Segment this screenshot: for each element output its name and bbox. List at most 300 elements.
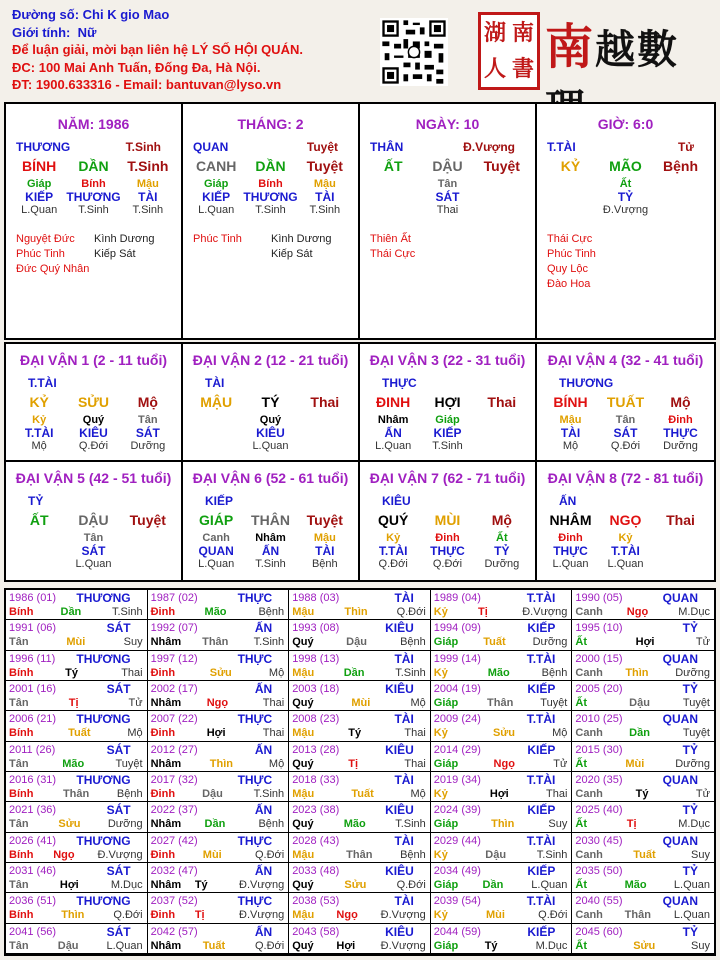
pillar-hidden-god xyxy=(6,190,181,204)
pillar-hidden-stem-cell: Tân xyxy=(437,178,458,190)
year-label: 1988 (03) xyxy=(292,592,340,604)
year-stem: Bính xyxy=(9,788,34,800)
year-label: 1995 (10) xyxy=(575,622,623,635)
year-branch: Tý xyxy=(484,939,498,952)
year-top-line xyxy=(434,591,568,605)
year-cell xyxy=(289,590,431,620)
year-god: KIÊU xyxy=(385,742,414,757)
pillar-stage-cell xyxy=(543,204,598,216)
year-stage: Thai xyxy=(262,697,285,709)
luck-cycle xyxy=(537,344,714,462)
year-stage: Đ.Vượng xyxy=(380,909,426,922)
year-cell xyxy=(6,833,148,863)
year-branch: Tị xyxy=(348,757,359,770)
year-stem: Giáp xyxy=(433,697,459,709)
year-bottom-line xyxy=(9,635,143,649)
year-branch: Tuất xyxy=(633,848,656,861)
seal-char: 人 xyxy=(483,56,506,82)
cycle-hidden-god-cell xyxy=(298,426,352,440)
year-top-line xyxy=(434,834,568,848)
pillar-stem-branch-cell: T.Sinh xyxy=(127,158,169,174)
year-stage: Mộ xyxy=(268,666,285,679)
cycle-hidden-stem-cell: Ất xyxy=(496,532,508,544)
cycle-stage xyxy=(6,558,181,570)
year-god: QUAN xyxy=(662,833,698,848)
year-god: KIÊU xyxy=(385,803,414,818)
year-cell xyxy=(431,833,573,863)
cycle-stem-branch-cell: Tuyệt xyxy=(129,512,166,528)
year-label: 1994 (09) xyxy=(433,622,481,635)
year-top-line xyxy=(9,834,143,848)
year-branch: Tuất xyxy=(483,636,506,649)
year-stem: Kỷ xyxy=(433,788,448,800)
year-stage: Q.Đới xyxy=(538,909,568,922)
pillar-stars xyxy=(360,232,535,262)
year-stem: Đinh xyxy=(150,848,176,861)
pillar-stem-branch-cell: KỶ xyxy=(560,158,581,174)
seal-char: 湖 xyxy=(483,20,506,46)
pillar-stage-cell: T.Sinh xyxy=(255,204,286,216)
year-bottom-line xyxy=(292,878,426,892)
cycle-god: KIẾP xyxy=(205,494,234,508)
year-top-line xyxy=(434,803,568,817)
cycle-stage-cell: Mộ xyxy=(562,440,579,452)
year-branch: Hợi xyxy=(489,788,509,800)
year-god: T.TÀI xyxy=(526,591,556,605)
year-cell xyxy=(572,651,714,681)
star-name: Đào Hoa xyxy=(547,278,591,290)
year-god: THỰC xyxy=(237,833,273,848)
year-branch: Dậu xyxy=(346,636,367,649)
cycle-stem-branch xyxy=(6,512,181,528)
year-bottom-line xyxy=(575,848,710,862)
pillar-hidden-god-cell xyxy=(366,190,420,204)
pillar-title: THÁNG: 2 xyxy=(237,116,304,132)
year-stage: Q.Đới xyxy=(396,879,426,891)
year-bottom-line xyxy=(9,878,143,892)
year-cell xyxy=(289,651,431,681)
year-bottom-line xyxy=(151,939,285,953)
year-god: TÀI xyxy=(394,651,414,666)
cycle-hidden-stem-cell: Tân xyxy=(138,414,158,426)
year-cell xyxy=(431,711,573,741)
year-branch: Tị xyxy=(478,606,488,618)
cycle-stem-branch-cell: MÙI xyxy=(434,512,461,528)
year-stage: L.Quan xyxy=(531,879,568,891)
pillar-hidden-god-cell xyxy=(653,190,708,204)
pillar-column xyxy=(183,104,360,338)
year-stem: Mậu xyxy=(292,909,315,922)
pillar-stage xyxy=(6,204,181,216)
cycle-stem-branch-cell: THÂN xyxy=(251,512,290,528)
year-cell xyxy=(6,651,148,681)
four-pillars-grid xyxy=(4,102,716,340)
year-cell xyxy=(572,924,714,954)
cycle-stage xyxy=(537,440,714,452)
year-cell xyxy=(289,924,431,954)
year-bottom-line xyxy=(292,908,426,922)
year-god: QUAN xyxy=(662,651,698,666)
cycle-stem-branch-cell: TÝ xyxy=(261,394,280,410)
year-branch: Mão xyxy=(62,757,85,770)
year-cell xyxy=(572,863,714,893)
year-cell xyxy=(572,893,714,923)
year-label: 2017 (32) xyxy=(150,774,198,786)
year-label: 2029 (44) xyxy=(433,834,481,847)
year-stage: Thai xyxy=(121,666,143,679)
pillar-hidden-stem-cell: Bính xyxy=(258,178,283,190)
year-top-line xyxy=(575,803,710,817)
pillar-column xyxy=(537,104,714,338)
year-top-line xyxy=(151,652,285,666)
cycle-stage-cell: Mộ xyxy=(31,440,47,452)
year-god: QUAN xyxy=(662,773,698,787)
luck-cycle xyxy=(6,344,183,462)
year-cell xyxy=(431,742,573,772)
pillar-hidden-stem xyxy=(183,178,358,190)
year-bottom-line xyxy=(9,817,143,831)
cycle-stage xyxy=(537,558,714,570)
year-branch: Mão xyxy=(343,818,366,831)
pillar-stem-branch-cell: ẤT xyxy=(383,158,403,174)
year-top-line xyxy=(9,894,143,908)
year-stem: Mậu xyxy=(292,848,315,861)
year-stem: Canh xyxy=(575,606,603,618)
year-bottom-line xyxy=(151,696,285,710)
year-bottom-line xyxy=(292,787,426,801)
cycle-hidden-stem-cell: Kỷ xyxy=(386,532,401,544)
cycle-hidden-stem xyxy=(183,414,358,426)
year-branch: Tị xyxy=(626,818,637,831)
year-label: 1997 (12) xyxy=(150,652,198,665)
year-branch: Tuất xyxy=(202,939,226,952)
year-stem: Đinh xyxy=(150,727,176,740)
pillar-stars xyxy=(537,232,714,292)
year-stem: Nhâm xyxy=(150,879,182,891)
pillar-title: GIỜ: 6:0 xyxy=(597,116,654,132)
cycle-god: TÀI xyxy=(205,376,225,390)
cycle-stage xyxy=(6,440,181,452)
year-stem: Kỷ xyxy=(433,909,448,922)
year-label: 2018 (33) xyxy=(292,774,340,786)
year-branch: Sửu xyxy=(492,727,515,740)
year-top-line xyxy=(9,652,143,666)
cycle-god-row xyxy=(537,376,714,390)
year-god: KIẾP xyxy=(527,924,556,939)
year-cell xyxy=(572,772,714,802)
cycle-hidden-stem-cell xyxy=(12,532,66,544)
seal-stamp-icon xyxy=(478,12,540,90)
pillar-hidden-stem xyxy=(537,178,714,190)
star-name: Quy Lộc xyxy=(547,263,588,275)
year-branch: Dậu xyxy=(57,939,79,952)
pillar-god: THÂN xyxy=(370,140,404,154)
cycle-stem-branch xyxy=(360,512,535,528)
year-label: 2010 (25) xyxy=(575,713,623,726)
year-label: 2024 (39) xyxy=(433,804,481,817)
year-label: 2030 (45) xyxy=(575,834,623,847)
cycle-stem-branch-cell: TUẤT xyxy=(606,394,645,410)
year-top-line xyxy=(151,834,285,848)
year-cell xyxy=(431,893,573,923)
year-god: TỶ xyxy=(682,742,698,757)
cycle-hidden-stem-cell: Nhâm xyxy=(255,532,286,544)
year-branch: Tý xyxy=(65,666,78,679)
cycle-stem-branch-cell: Tuyệt xyxy=(306,512,343,528)
year-cell xyxy=(431,620,573,650)
year-bottom-line xyxy=(575,939,710,953)
cycle-hidden-stem xyxy=(6,414,181,426)
year-stage: Bệnh xyxy=(116,788,143,800)
year-stem: Canh xyxy=(575,788,603,800)
year-branch: Ngọ xyxy=(336,909,358,922)
year-branch: Sửu xyxy=(58,818,81,831)
cycle-title: ĐẠI VẬN 7 (62 - 71 tuổi) xyxy=(369,470,526,486)
year-stem: Canh xyxy=(575,909,603,922)
star-name: Phúc Tinh xyxy=(193,233,242,245)
pillar-hidden-god-cell: THƯƠNG xyxy=(243,190,298,204)
year-label: 2007 (22) xyxy=(150,713,198,726)
year-cell xyxy=(6,772,148,802)
cycle-stage xyxy=(183,440,358,452)
year-cell xyxy=(572,742,714,772)
year-label: 1987 (02) xyxy=(150,592,198,604)
year-cell xyxy=(431,590,573,620)
pillar-hidden-god-cell xyxy=(475,190,529,204)
star-column xyxy=(271,232,349,262)
year-stage: Thai xyxy=(545,788,568,800)
year-top-line xyxy=(575,682,710,696)
year-label: 2022 (37) xyxy=(150,804,198,817)
year-bottom-line xyxy=(434,726,568,740)
year-label: 2028 (43) xyxy=(292,834,340,847)
year-god: TỶ xyxy=(682,621,698,636)
year-cell xyxy=(572,681,714,711)
year-stage: Tử xyxy=(695,636,710,649)
pillar-hidden-stem-cell: Mậu xyxy=(313,178,336,190)
year-stem: Quý xyxy=(292,636,314,649)
annual-years-grid xyxy=(4,588,716,956)
year-god: QUAN xyxy=(662,591,698,605)
year-stage: Suy xyxy=(548,818,568,831)
cycle-hidden-stem-cell: Giáp xyxy=(435,414,460,426)
cycle-stage-cell xyxy=(475,440,529,452)
cycle-stage-cell: Q.Đới xyxy=(432,558,463,570)
cycle-stage-cell: T.Sinh xyxy=(255,558,286,570)
cycle-hidden-stem xyxy=(537,532,714,544)
year-cell xyxy=(431,863,573,893)
contact-phone-email: ĐT: 1900.633316 - Email: bantuvan@lyso.vn xyxy=(12,77,282,92)
year-branch: Tý xyxy=(348,727,362,740)
cycle-stage-cell: Dưỡng xyxy=(130,440,166,452)
year-stage: M.Dục xyxy=(535,939,568,952)
year-stem: Tân xyxy=(9,697,29,709)
pillar-stage-cell: L.Quan xyxy=(21,204,58,216)
cycle-hidden-stem-cell: Quý xyxy=(259,414,282,426)
cycle-hidden-god-cell: T.TÀI xyxy=(378,544,408,558)
year-stage: Đ.Vượng xyxy=(522,606,568,618)
year-top-line xyxy=(292,621,426,635)
cycle-god-row xyxy=(537,494,714,508)
year-stage: Bệnh xyxy=(400,636,426,649)
year-stage: Tuyệt xyxy=(682,727,710,740)
year-stage: Q.Đới xyxy=(254,939,285,952)
year-stem: Giáp xyxy=(433,636,459,649)
year-god: THƯƠNG xyxy=(76,833,131,848)
year-god: THƯƠNG xyxy=(76,651,131,666)
cycle-stage xyxy=(360,440,535,452)
cycle-stem-branch-cell: Mộ xyxy=(137,394,158,410)
year-stem: Quý xyxy=(292,757,314,770)
cycle-stem-branch-cell: Thai xyxy=(487,394,517,410)
year-god: T.TÀI xyxy=(526,651,556,666)
qr-code-icon xyxy=(380,18,448,86)
year-stage: Tuyệt xyxy=(115,757,143,770)
year-bottom-line xyxy=(575,908,710,922)
year-stem: Tân xyxy=(9,879,29,891)
year-cell xyxy=(289,833,431,863)
year-top-line xyxy=(575,864,710,878)
cycle-title: ĐẠI VẬN 4 (32 - 41 tuổi) xyxy=(547,352,704,368)
year-branch: Mùi xyxy=(202,848,222,861)
year-label: 1996 (11) xyxy=(9,652,56,665)
year-top-line xyxy=(151,925,285,939)
year-bottom-line xyxy=(575,787,710,801)
year-god: THỰC xyxy=(237,773,273,787)
year-branch: Dần xyxy=(204,818,226,831)
year-stem: Ất xyxy=(575,757,587,770)
year-stage: Suy xyxy=(691,848,710,861)
pillar-god: T.Sinh xyxy=(125,140,161,154)
pillar-hidden-god-cell xyxy=(543,190,598,204)
year-stage: Dưỡng xyxy=(675,757,710,770)
year-stem: Canh xyxy=(575,727,603,740)
year-god: QUAN xyxy=(662,712,698,727)
cycle-title: ĐẠI VẬN 6 (52 - 61 tuổi) xyxy=(192,470,349,486)
cycle-stem-branch xyxy=(6,394,181,410)
year-stage: L.Quan xyxy=(106,939,143,952)
year-bottom-line xyxy=(434,908,568,922)
year-cell xyxy=(289,742,431,772)
year-stage: Thai xyxy=(262,727,285,740)
year-label: 2005 (20) xyxy=(575,683,623,695)
year-stage: L.Quan xyxy=(673,879,710,891)
year-top-line xyxy=(434,773,568,787)
year-bottom-line xyxy=(9,787,143,801)
year-stage: Dưỡng xyxy=(675,666,710,679)
year-label: 2033 (48) xyxy=(292,865,340,877)
cycle-hidden-god-cell xyxy=(475,426,529,440)
pillar-stem-branch-cell: DẬU xyxy=(432,158,463,174)
pillar-stage-cell: Đ.Vượng xyxy=(602,204,649,216)
contact-invite: Để luận giải, mời bạn liên hệ LÝ SỐ HỘI QUÁN. xyxy=(12,42,303,57)
luck-cycle xyxy=(360,344,537,462)
pillar-god: Tử xyxy=(677,140,694,154)
year-stem: Canh xyxy=(575,666,603,679)
cycle-hidden-stem xyxy=(537,414,714,426)
year-bottom-line xyxy=(575,605,710,619)
cycle-stage-cell: L.Quan xyxy=(552,558,589,570)
year-label: 1991 (06) xyxy=(9,622,57,635)
cycle-stem-branch-cell: BÍNH xyxy=(553,394,588,410)
cycle-stem-branch xyxy=(360,394,535,410)
pillar-stem-branch xyxy=(360,158,535,174)
gender-label: Giới tính: xyxy=(12,24,71,40)
year-stem: Quý xyxy=(292,879,314,891)
year-stage: T.Sinh xyxy=(395,818,426,831)
year-label: 2006 (21) xyxy=(9,713,57,726)
year-top-line xyxy=(9,773,143,787)
cycle-stem-branch-cell: QUÝ xyxy=(377,512,409,528)
year-top-line xyxy=(434,894,568,908)
year-branch: Sửu xyxy=(633,939,656,952)
pillar-god-row xyxy=(537,140,714,154)
year-stage: Bệnh xyxy=(400,848,426,861)
cycle-hidden-stem xyxy=(360,414,535,426)
star-name: Phúc Tinh xyxy=(547,248,596,260)
year-top-line xyxy=(434,864,568,878)
cycle-hidden-god xyxy=(183,426,358,440)
cycle-hidden-god-cell: SÁT xyxy=(81,544,106,558)
year-stem: Mậu xyxy=(292,788,315,800)
cycle-stage-cell xyxy=(653,558,708,570)
year-cell xyxy=(148,924,290,954)
cycle-stem-branch-cell: SỬU xyxy=(77,394,110,410)
year-cell xyxy=(289,711,431,741)
luck-cycle xyxy=(537,462,714,580)
pillar-stage-cell xyxy=(475,204,529,216)
year-top-line xyxy=(9,925,143,939)
contact-address: ĐC: 100 Mai Anh Tuấn, Đống Đa, Hà Nội. xyxy=(12,59,261,75)
year-stage: Q.Đới xyxy=(396,606,426,618)
year-bottom-line xyxy=(434,696,568,710)
luck-cycles-grid xyxy=(4,342,716,582)
year-stem: Giáp xyxy=(433,879,459,891)
year-label: 2011 (26) xyxy=(9,743,56,756)
pillar-hidden-god-cell: KIẾP xyxy=(25,190,54,204)
cycle-hidden-god-cell: TÀI xyxy=(560,426,581,440)
year-god: QUAN xyxy=(662,894,698,909)
pillar-stage xyxy=(537,204,714,216)
pillar-hidden-stem-cell: Giáp xyxy=(203,178,229,190)
year-stem: Bính xyxy=(9,727,34,740)
year-stage: Tử xyxy=(128,697,143,709)
year-stage: Dưỡng xyxy=(107,818,143,831)
year-branch: Thân xyxy=(202,636,229,649)
year-top-line xyxy=(151,803,285,817)
cycle-stage-cell: L.Quan xyxy=(252,440,289,452)
year-stem: Ất xyxy=(575,636,587,649)
pillar-stage-cell: Thai xyxy=(436,204,459,216)
star-name: Thiên Ất xyxy=(370,233,411,245)
year-top-line xyxy=(292,864,426,878)
year-stage: Mộ xyxy=(127,727,143,740)
year-stem: Nhâm xyxy=(150,697,182,709)
year-cell xyxy=(148,893,290,923)
brand-char: 南 xyxy=(545,19,596,75)
year-bottom-line xyxy=(292,696,426,710)
star-column xyxy=(625,232,703,292)
year-stage: M.Dục xyxy=(678,606,710,618)
year-god: KIÊU xyxy=(385,621,414,636)
cycle-stage-cell: Bệnh xyxy=(311,558,338,570)
year-stem: Bính xyxy=(9,848,34,861)
pillar-god-row xyxy=(360,140,535,154)
year-label: 2038 (53) xyxy=(292,895,340,908)
year-god: THƯƠNG xyxy=(76,591,131,605)
year-stage: Đ.Vượng xyxy=(97,848,143,861)
star-column xyxy=(16,232,94,277)
